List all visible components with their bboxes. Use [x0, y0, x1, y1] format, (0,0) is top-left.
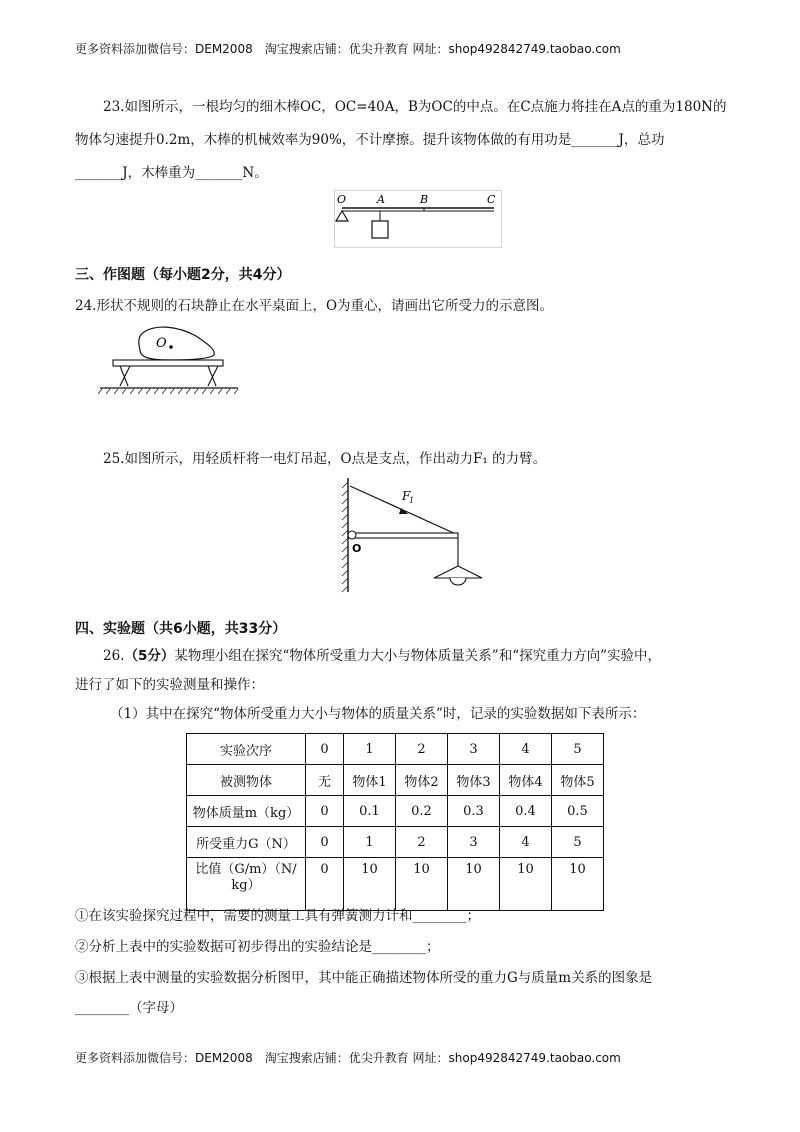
table-cell: 3 [448, 827, 500, 858]
table-cell: 10 [396, 858, 448, 911]
table-cell: 被测物体 [187, 765, 306, 796]
table-cell [187, 858, 306, 911]
lever-figure [334, 190, 502, 248]
table-cell: 4 [500, 827, 552, 858]
q23-line3: _______J，木棒重为_______N。 [75, 165, 268, 181]
table-cell: 5 [552, 827, 604, 858]
lever-label-o: O [337, 193, 347, 206]
table-cell: 0.1 [344, 796, 396, 827]
table-cell: 0.5 [552, 796, 604, 827]
table-row [187, 796, 604, 827]
table-cell: 3 [448, 734, 500, 765]
q26-item1: ①在该实验探究过程中，需要的测量工具有弹簧测力计和________； [75, 908, 480, 924]
table-cell: 0 [306, 734, 344, 765]
q26-line2: 进行了如下的实验测量和操作： [75, 677, 264, 693]
table-cell: 物体5 [552, 765, 604, 796]
table-cell: 实验次序 [187, 734, 306, 765]
table-cell: 10 [448, 858, 500, 911]
table-row [187, 734, 604, 765]
table-cell: 物体4 [500, 765, 552, 796]
table-cell: 10 [500, 858, 552, 911]
table-cell: 0 [306, 796, 344, 827]
ratio-head-line1: 比值（G/m）（N/ [195, 862, 297, 877]
lever-label-c: C [487, 193, 496, 206]
lever-label-a: A [377, 193, 385, 206]
table-cell: 0.3 [448, 796, 500, 827]
stone-on-table-figure [98, 322, 238, 397]
table-cell: 物体质量m（kg） [187, 796, 306, 827]
table-cell: 0 [306, 858, 344, 911]
force-label-f: F [402, 489, 411, 503]
page-header: 更多资料添加微信号：DEM2008 淘宝搜索店铺：优尖升教育 网址：shop492842749.taobao.com [75, 42, 621, 56]
q26-item3-line1: ③根据上表中测量的实验数据分析图甲，其中能正确描述物体所受的重力G与质量m关系的图象是 [75, 970, 653, 986]
section4-title: 四、实验题（共6小题，共33分） [75, 621, 287, 637]
table-cell: 10 [552, 858, 604, 911]
stone-label-o: O [156, 336, 167, 351]
table-cell: 所受重力G（N） [187, 827, 306, 858]
q26-sub1: （1）其中在探究“物体所受重力大小与物体的质量关系”时，记录的实验数据如下表所示： [110, 706, 646, 722]
table-cell: 无 [306, 765, 344, 796]
table-cell: 4 [500, 734, 552, 765]
table-cell: 1 [344, 734, 396, 765]
q25-text: 25.如图所示，用轻质杆将一电灯吊起，O点是支点，作出动力F₁ 的力臂。 [103, 451, 547, 467]
q26-item2: ②分析上表中的实验数据可初步得出的实验结论是________； [75, 939, 440, 955]
table-cell: 物体3 [448, 765, 500, 796]
table-cell: 2 [396, 734, 448, 765]
ratio-head-line2: kg） [231, 878, 261, 893]
table-cell: 物体2 [396, 765, 448, 796]
q23-line1: 23.如图所示，一根均匀的细木棒OC，OC=40A，B为OC的中点。在C点施力将挂在A点的重为180N的 [103, 99, 727, 115]
table-cell: 0.2 [396, 796, 448, 827]
table-row [187, 765, 604, 796]
experiment-data-table [186, 733, 604, 911]
table-cell: 5 [552, 734, 604, 765]
table-cell: 1 [344, 827, 396, 858]
force-label-sub: 1 [409, 496, 415, 505]
q26-number: 26. [103, 648, 125, 664]
lamp-lever-figure [338, 476, 488, 594]
table-cell: 0.4 [500, 796, 552, 827]
q26-score: （5分） [124, 648, 175, 664]
page-footer: 更多资料添加微信号：DEM2008 淘宝搜索店铺：优尖升教育 网址：shop492842749.taobao.com [75, 1051, 621, 1065]
q26-item3-line2: ________（字母） [75, 1000, 183, 1016]
table-cell: 10 [344, 858, 396, 911]
table-cell: 2 [396, 827, 448, 858]
pivot-label-o: O [352, 542, 362, 555]
table-cell: 物体1 [344, 765, 396, 796]
table-row [187, 827, 604, 858]
q26-line1-rest: 某物理小组在探究“物体所受重力大小与物体质量关系”和“探究重力方向”实验中， [174, 648, 661, 664]
table-cell: 0 [306, 827, 344, 858]
q23-line2: 物体匀速提升0.2m，木棒的机械效率为90%，不计摩擦。提升该物体做的有用功是_______J，总功 [75, 132, 665, 148]
table-row [187, 858, 604, 911]
lever-label-b: B [420, 193, 429, 206]
q24-text: 24.形状不规则的石块静止在水平桌面上，O为重心，请画出它所受力的示意图。 [75, 298, 554, 314]
q26-line1 [103, 646, 661, 666]
section3-title: 三、作图题（每小题2分，共4分） [75, 267, 291, 283]
